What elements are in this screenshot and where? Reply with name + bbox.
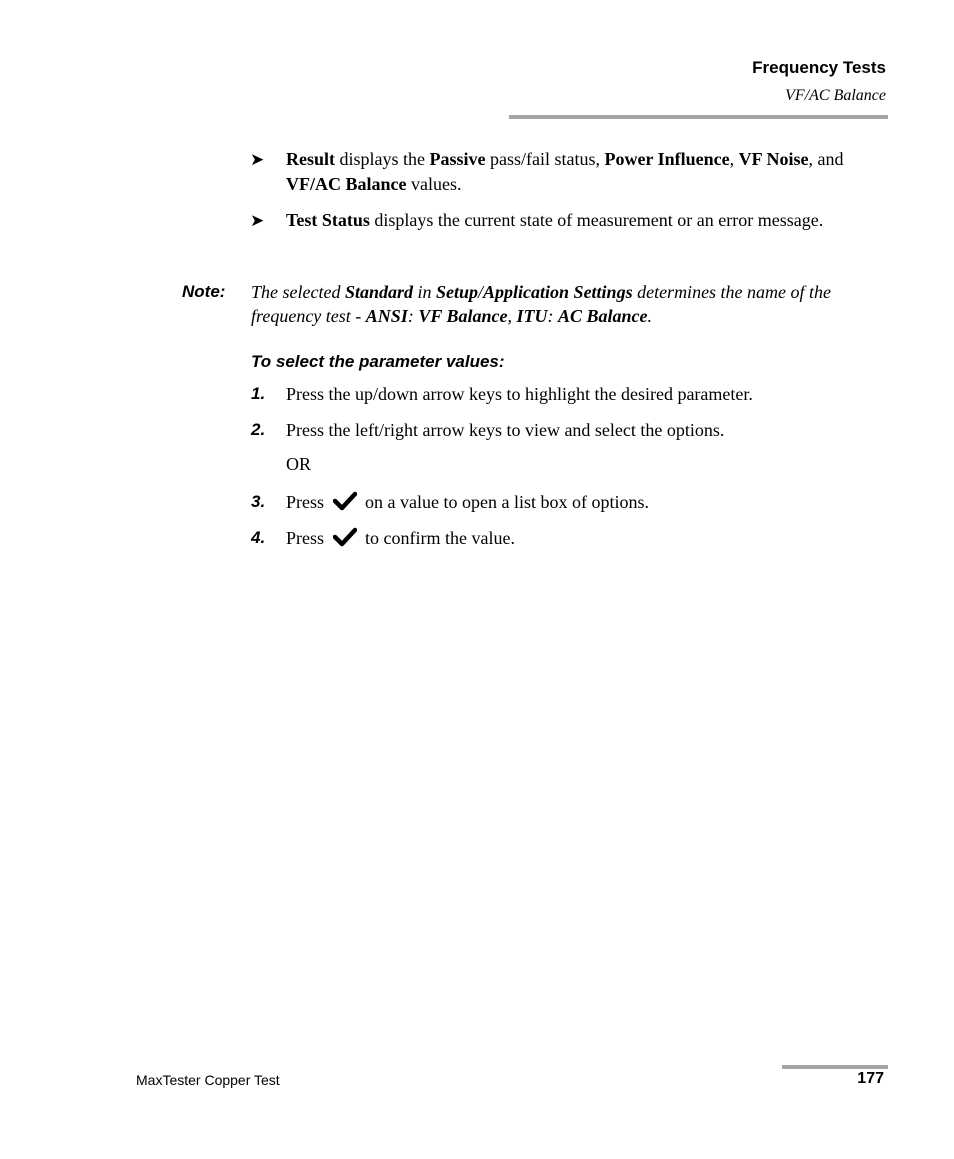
- bullet-text: [286, 208, 846, 233]
- step-number: 1.: [251, 384, 266, 403]
- emphasis-text: Standard: [344, 282, 413, 302]
- step-number: 2.: [251, 420, 266, 439]
- procedure-title: To select the parameter values:: [251, 352, 505, 371]
- page-number: 177: [857, 1070, 884, 1087]
- emphasis-text: Test Status: [286, 210, 370, 230]
- inline-text: , and: [808, 149, 844, 169]
- bullet-text: [286, 147, 846, 197]
- emphasis-text: Power Influence: [604, 149, 730, 169]
- bullet-arrow-icon: ➤: [250, 150, 265, 170]
- inline-text: ,: [729, 149, 739, 169]
- step-text-after: to confirm the value.: [365, 528, 515, 548]
- inline-text: pass/fail status,: [485, 149, 605, 169]
- inline-text: values.: [406, 174, 462, 194]
- header-subsection: VF/AC Balance: [785, 87, 886, 104]
- step-text: [286, 526, 861, 550]
- inline-text: displays the: [335, 149, 430, 169]
- checkmark-icon: [333, 527, 357, 547]
- step-number: 3.: [251, 492, 266, 511]
- emphasis-text: Application Settings: [483, 282, 633, 302]
- inline-text: in: [413, 282, 437, 302]
- inline-text: determines the name of the frequency test -: [251, 282, 832, 326]
- inline-text: displays the current state of measurement or an error message.: [369, 210, 824, 230]
- emphasis-text: VF Balance: [418, 306, 508, 326]
- inline-text: /: [478, 282, 484, 302]
- inline-text: The selected: [251, 282, 345, 302]
- step-text-after: on a value to open a list box of options.: [365, 492, 649, 512]
- footer-rule: [782, 1065, 888, 1069]
- step-number: 4.: [251, 528, 266, 547]
- checkmark-icon: [333, 491, 357, 511]
- emphasis-text: ANSI: [365, 306, 408, 326]
- step-text: [286, 490, 861, 514]
- inline-text: ,: [507, 306, 517, 326]
- bullet-arrow-icon: ➤: [250, 211, 265, 231]
- step-text-before: Press: [286, 492, 325, 512]
- step-text-before: Press: [286, 528, 325, 548]
- header-rule: [509, 115, 888, 119]
- inline-text: .: [647, 306, 653, 326]
- emphasis-text: VF Noise: [738, 149, 809, 169]
- note-text: [251, 280, 856, 328]
- inline-text: :: [407, 306, 419, 326]
- footer-doc-title: MaxTester Copper Test: [136, 1072, 280, 1088]
- or-label: OR: [286, 454, 312, 474]
- emphasis-text: Setup: [436, 282, 479, 302]
- step-text: Press the up/down arrow keys to highlight the desired parameter.: [286, 384, 753, 404]
- header-section-title: Frequency Tests: [752, 58, 886, 77]
- step-text: Press the left/right arrow keys to view and select the options.: [286, 420, 725, 440]
- emphasis-text: Result: [286, 149, 335, 169]
- note-label: Note:: [182, 282, 226, 301]
- inline-text: :: [547, 306, 559, 326]
- emphasis-text: AC Balance: [558, 306, 648, 326]
- emphasis-text: ITU: [516, 306, 548, 326]
- emphasis-text: VF/AC Balance: [286, 174, 407, 194]
- emphasis-text: Passive: [429, 149, 486, 169]
